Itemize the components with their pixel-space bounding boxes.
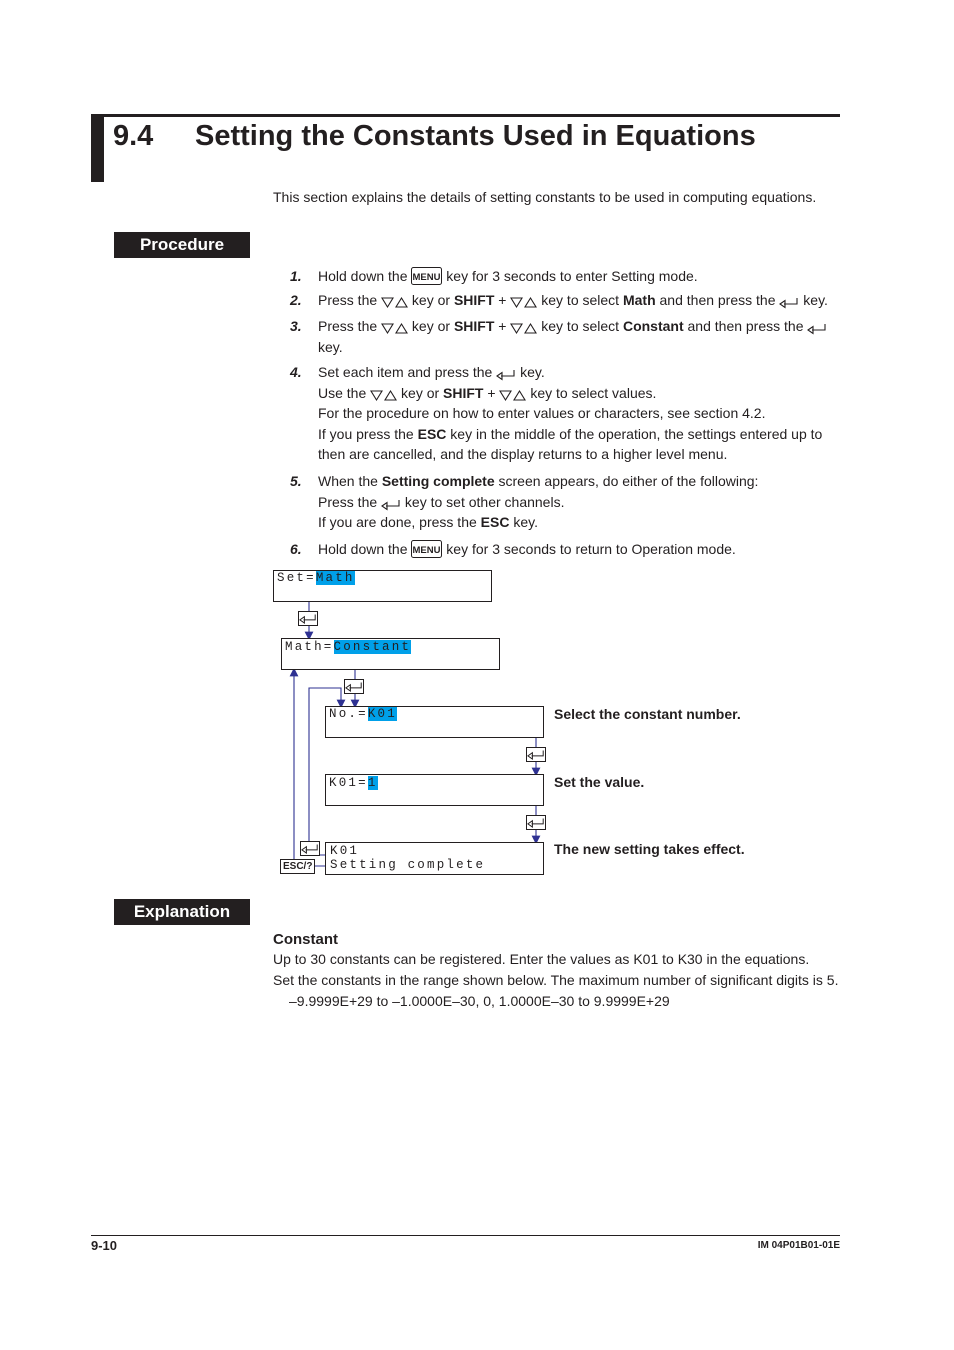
explanation-heading: Explanation [114, 899, 250, 925]
step-3: 3. Press the key or SHIFT + key to select Constant and then press the key. [290, 316, 842, 357]
esc-help-key: ESC/? [280, 859, 315, 874]
enter-key-icon [344, 679, 364, 694]
section-title: Setting the Constants Used in Equations [195, 120, 756, 152]
enter-key-icon [526, 747, 546, 762]
lcd-screen-set-text: Set=Math [277, 571, 355, 585]
procedure-heading: Procedure [114, 232, 250, 258]
page-number: 9-10 [91, 1238, 118, 1253]
enter-key-icon [298, 611, 318, 626]
constant-range: –9.9999E+29 to –1.0000E–30, 0, 1.0000E–30 to 9.9999E+29 [289, 993, 670, 1009]
step-6: 6. Hold down the MENU key for 3 seconds to return to Operation mode. [290, 541, 736, 557]
lcd-screen-complete-line2: Setting complete [330, 858, 486, 872]
note-select-constant-number: Select the constant number. [554, 706, 741, 722]
lcd-screen-value-text: K01=1 [329, 776, 378, 790]
enter-key-icon [300, 841, 320, 856]
footer-rule [91, 1235, 840, 1236]
step-5: 5. When the Setting complete screen appears, do either of the following: Press the key to set other channels. If you are done, press the ESC key. [290, 473, 759, 530]
note-setting-takes-effect: The new setting takes effect. [554, 841, 745, 857]
lcd-screen-constant-number-text: No.=K01 [329, 707, 397, 721]
lcd-screen-complete-line1: K01 [330, 844, 360, 858]
constant-subheading: Constant [273, 931, 338, 948]
menu-key-label: MENU [412, 272, 441, 283]
intro-text: This section explains the details of setting constants to be used in computing equations. [273, 189, 817, 205]
enter-key-icon [526, 815, 546, 830]
menu-key-label: MENU [412, 545, 441, 556]
step-2: 2. Press the key or SHIFT + key to select Math and then press the key. [290, 292, 828, 308]
lcd-screen-math-text: Math=Constant [285, 640, 412, 654]
explanation-paragraph-1: Up to 30 constants can be registered. Enter the values as K01 to K30 in the equations. [273, 951, 810, 967]
step-4: 4. Set each item and press the key. Use the key or SHIFT + key to select values. For the procedure on how to enter values or characters, see section 4.2. If you press the ESC key in the middle of the operation, the settings entered up to then are cancelled, and the display returns to a higher level menu. [290, 364, 823, 462]
step-1: 1. Hold down the MENU key for 3 seconds to enter Setting mode. [290, 268, 698, 284]
section-number: 9.4 [113, 120, 154, 152]
note-set-value: Set the value. [554, 774, 645, 790]
explanation-paragraph-2: Set the constants in the range shown below. The maximum number of significant digits is 5. [273, 972, 839, 988]
document-number: IM 04P01B01-01E [757, 1240, 840, 1251]
